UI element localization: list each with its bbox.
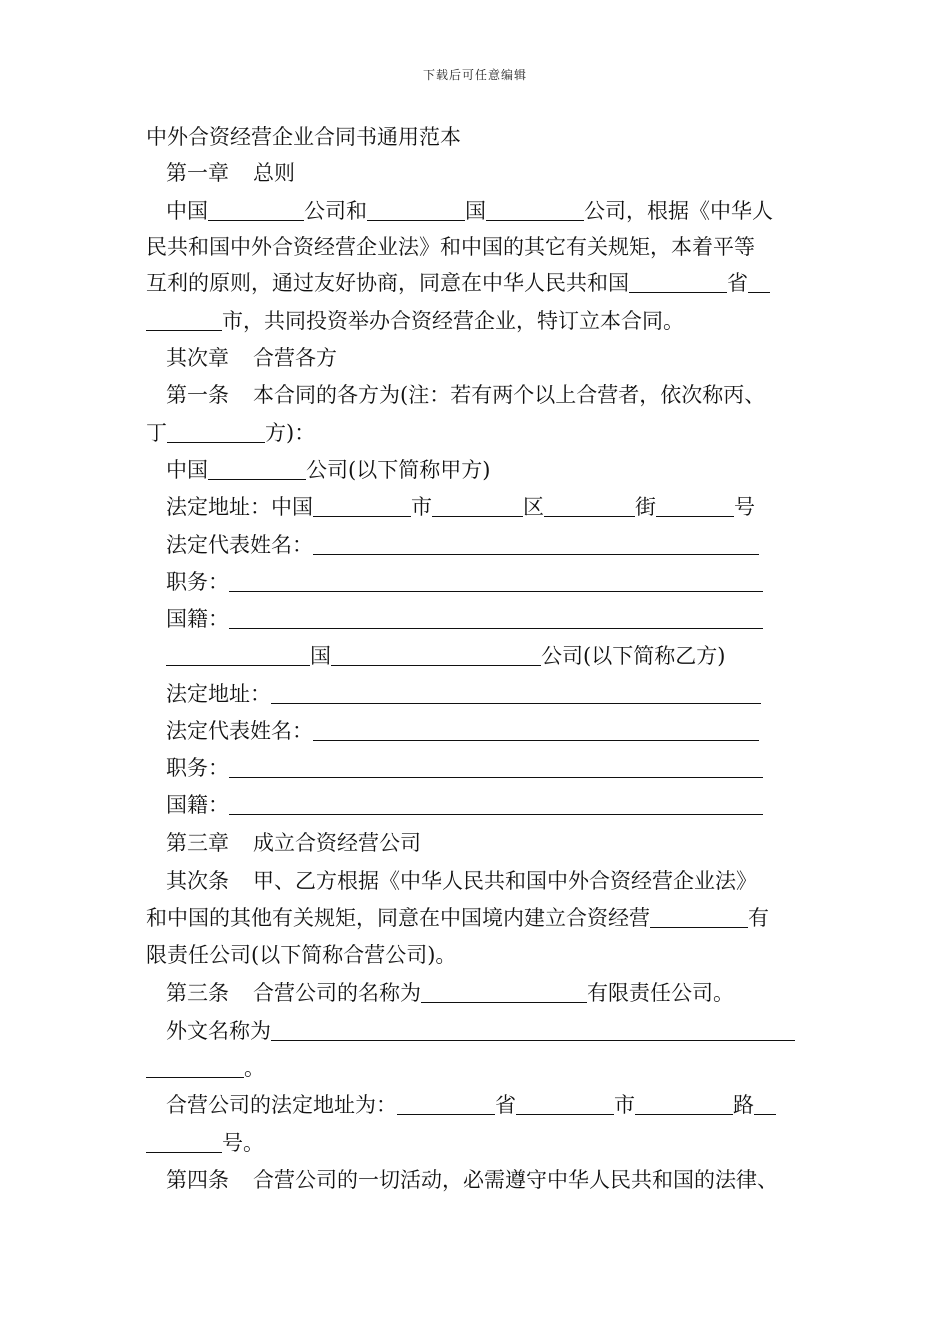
text: 法定地址： (166, 682, 271, 706)
blank-field (516, 1094, 614, 1115)
party-b-nationality (166, 792, 763, 818)
text: 中国 (166, 458, 208, 482)
text: 职务： (166, 570, 229, 594)
blank-field (629, 272, 727, 293)
text: 法定地址：中国 (166, 495, 313, 519)
text: 公司，根据《中华人 (584, 199, 773, 223)
text: 本合同的各方为(注：若有两个以上合营者，依次称丙、 (253, 383, 766, 407)
text: 互利的原则，通过友好协商，同意在中华人民共和国 (146, 271, 629, 295)
chapter-2-heading (166, 345, 337, 371)
text: 省 (495, 1093, 516, 1117)
chapter-name: 成立合资经营公司 (253, 831, 421, 855)
article-label: 第四条 (166, 1168, 229, 1192)
paragraph-line (146, 905, 769, 931)
chapter-3-heading (166, 830, 421, 856)
blank-field (229, 757, 763, 778)
paragraph-line (146, 420, 315, 446)
blank-field (313, 534, 759, 555)
paragraph-line (166, 198, 773, 224)
article-label: 其次条 (166, 869, 229, 893)
text: 区 (523, 495, 544, 519)
blank-field (331, 645, 541, 666)
article-2 (166, 868, 757, 894)
text: 国 (465, 199, 486, 223)
text: 法定代表姓名： (166, 533, 313, 557)
blank-field (229, 571, 763, 592)
blank-field (208, 200, 304, 221)
text: 市 (411, 495, 432, 519)
text: 甲、乙方根据《中华人民共和国中外合资经营企业法》 (253, 869, 757, 893)
paragraph-line (146, 308, 684, 334)
blank-field (208, 459, 306, 480)
text: 方)： (265, 421, 316, 445)
blank-field (544, 496, 635, 517)
text: 中国 (166, 199, 208, 223)
blank-field (167, 422, 265, 443)
blank-field (367, 200, 465, 221)
text: 。 (244, 1056, 265, 1080)
chapter-name: 合营各方 (253, 346, 337, 370)
blank-field (650, 907, 748, 928)
blank-field (421, 982, 587, 1003)
text: 省 (727, 271, 748, 295)
paragraph-line (146, 1130, 264, 1156)
party-b-name (166, 643, 725, 669)
text: 公司(以下简称乙方) (541, 644, 726, 668)
chapter-name: 总则 (253, 161, 295, 185)
text: 合营公司的法定地址为： (166, 1093, 397, 1117)
paragraph-line: 限责任公司(以下简称合营公司)。 (146, 943, 457, 967)
blank-field (146, 310, 222, 331)
party-a-rep (166, 532, 759, 558)
party-a-nationality (166, 606, 763, 632)
blank-field (271, 1020, 795, 1041)
party-b-address (166, 681, 761, 707)
text: 国籍： (166, 793, 229, 817)
text: 合营公司的名称为 (253, 981, 421, 1005)
company-address-line (166, 1092, 776, 1118)
text: 法定代表姓名： (166, 719, 313, 743)
blank-field (313, 720, 759, 741)
article-label: 第三条 (166, 981, 229, 1005)
blank-field (146, 1132, 222, 1153)
blank-field (146, 1057, 244, 1078)
blank-field (432, 496, 523, 517)
text: 路 (733, 1093, 754, 1117)
text: 和中国的其他有关规矩，同意在中国境内建立合资经营 (146, 906, 650, 930)
blank-field (166, 645, 310, 666)
chapter-label: 其次章 (166, 346, 229, 370)
blank-field (397, 1094, 495, 1115)
blank-field (754, 1094, 776, 1115)
text: 市，共同投资举办合资经营企业，特订立本合同。 (222, 309, 684, 333)
article-label: 第一条 (166, 383, 229, 407)
text: 公司(以下简称甲方) (306, 458, 491, 482)
article-1 (166, 382, 765, 408)
foreign-name-line (166, 1018, 795, 1044)
paragraph-line (146, 270, 770, 296)
party-a-title (166, 569, 763, 595)
text: 丁 (146, 421, 167, 445)
text: 公司和 (304, 199, 367, 223)
text: 有 (748, 906, 769, 930)
article-4 (166, 1167, 778, 1193)
text: 街 (635, 495, 656, 519)
blank-field (656, 496, 734, 517)
paragraph-line (146, 1055, 265, 1081)
paragraph-line: 民共和国中外合资经营企业法》和中国的其它有关规矩，本着平等 (146, 235, 755, 259)
blank-field (313, 496, 411, 517)
blank-field (486, 200, 584, 221)
text: 外文名称为 (166, 1019, 271, 1043)
text: 号。 (222, 1131, 264, 1155)
chapter-label: 第三章 (166, 831, 229, 855)
party-b-title (166, 755, 763, 781)
chapter-label: 第一章 (166, 161, 229, 185)
text: 国籍： (166, 607, 229, 631)
blank-field (271, 683, 761, 704)
text: 市 (614, 1093, 635, 1117)
blank-field (748, 272, 770, 293)
text: 合营公司的一切活动，必需遵守中华人民共和国的法律、 (253, 1168, 778, 1192)
document-title: 中外合资经营企业合同书通用范本 (146, 125, 461, 149)
text: 有限责任公司。 (587, 981, 734, 1005)
text: 职务： (166, 756, 229, 780)
chapter-1-heading (166, 160, 295, 186)
blank-field (635, 1094, 733, 1115)
blank-field (229, 794, 763, 815)
page-header: 下载后可任意编辑 (422, 68, 527, 82)
text: 国 (310, 644, 331, 668)
party-b-rep (166, 718, 759, 744)
party-a-address (166, 494, 755, 520)
blank-field (229, 608, 763, 629)
party-a-name (166, 457, 490, 483)
article-3 (166, 980, 734, 1006)
text: 号 (734, 495, 755, 519)
